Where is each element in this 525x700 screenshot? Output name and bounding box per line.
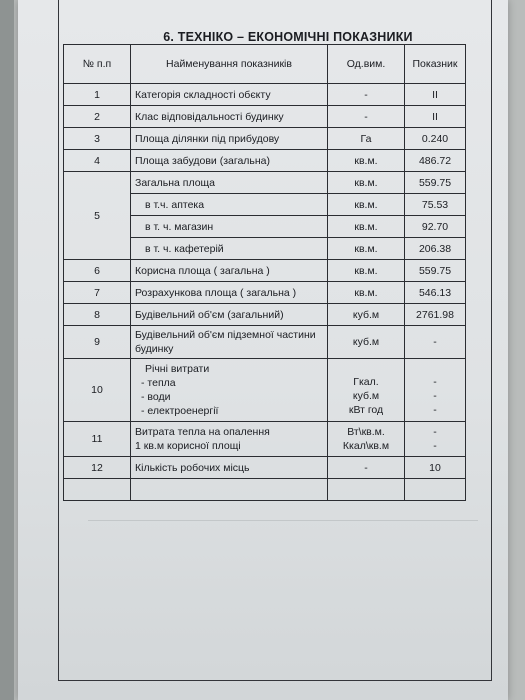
row-name: Корисна площа ( загальна ) [131,260,328,282]
row-value: 2761.98 [405,304,466,326]
row-num: 8 [64,304,131,326]
row-unit: кв.м. [328,172,405,194]
row-unit-line: Гкал. [353,376,379,388]
row-value: 10 [405,457,466,479]
row-num: 1 [64,84,131,106]
table-row [64,422,466,457]
row-name: в т. ч. магазин [131,216,328,238]
table-row [64,326,466,359]
header-unit: Од.вим. [328,45,405,84]
row-name [131,479,328,501]
row-num: 2 [64,106,131,128]
row-unit: кв.м. [328,194,405,216]
row-name-line: - тепла [141,377,176,389]
row-num: 4 [64,150,131,172]
row-name-line: Витрата тепла на опалення [135,426,270,438]
row-unit: - [328,106,405,128]
row-name-line: - води [141,391,171,403]
table-row [64,304,466,326]
row-unit [328,479,405,501]
row-name: Категорія складності обєкту [131,84,328,106]
row-unit: куб.м [328,304,405,326]
page-title: 6. ТЕХНІКО – ЕКОНОМІЧНІ ПОКАЗНИКИ [163,30,413,44]
table-row [64,128,466,150]
row-num: 10 [64,359,131,422]
row-value: - [405,326,466,359]
row-unit: - [328,84,405,106]
row-unit: кв.м. [328,150,405,172]
table-row [64,359,466,422]
row-name: Розрахункова площа ( загальна ) [131,282,328,304]
row-unit-line: кВт год [348,404,384,416]
row-unit-line: Ккал\кв.м [342,440,390,452]
row-name: Площа забудови (загальна) [131,150,328,172]
row-unit: кв.м. [328,282,405,304]
row-num: 5 [64,172,131,260]
row-value-line: - [433,404,437,416]
row-name: Загальна площа [131,172,328,194]
row-num: 12 [64,457,131,479]
table-row [64,282,466,304]
row-unit: Га [328,128,405,150]
row-name [131,326,328,359]
row-unit: кв.м. [328,216,405,238]
row-name-line: будинку [135,343,174,355]
row-name: Будівельний об'єм (загальний) [131,304,328,326]
row-name: Кількість робочих місць [131,457,328,479]
row-name-line: Будівельний об'єм підземної частини [135,329,316,341]
table-row [64,84,466,106]
row-value [405,479,466,501]
row-name: Площа ділянки під прибудову [131,128,328,150]
header-value: Показник [405,45,466,84]
row-unit [328,359,405,422]
document-page [18,0,508,700]
row-num: 11 [64,422,131,457]
indicators-table [63,44,466,501]
binding-edge [0,0,14,700]
row-name-line: 1 кв.м корисної площі [135,440,241,452]
row-value: II [405,106,466,128]
row-value: II [405,84,466,106]
row-name-line: - електроенергії [141,405,219,417]
row-value: 206.38 [405,238,466,260]
table-row [64,106,466,128]
row-value: 559.75 [405,260,466,282]
row-unit: куб.м [328,326,405,359]
table-row [64,172,466,194]
row-value: 92.70 [405,216,466,238]
row-unit: кв.м. [328,238,405,260]
row-value-line: - [433,390,437,402]
row-value: 0.240 [405,128,466,150]
row-num: 3 [64,128,131,150]
row-value: 559.75 [405,172,466,194]
row-unit [328,422,405,457]
row-value [405,422,466,457]
table-row [64,260,466,282]
row-value-line: - [433,440,437,452]
header-num: № п.п [64,45,131,84]
row-value: 75.53 [405,194,466,216]
row-value: 486.72 [405,150,466,172]
row-num: 7 [64,282,131,304]
show-through-lines [88,520,478,681]
header-name: Найменування показників [131,45,328,84]
row-value-line: - [433,426,437,438]
row-name: в т. ч. кафетерій [131,238,328,260]
row-name-heading: Річні витрати [145,363,210,375]
row-name: Клас відповідальності будинку [131,106,328,128]
row-value [405,359,466,422]
row-unit: кв.м. [328,260,405,282]
row-num [64,479,131,501]
table-header-row [64,45,466,84]
row-value: 546.13 [405,282,466,304]
table-row [64,457,466,479]
row-name [131,359,328,422]
row-name: в т.ч. аптека [131,194,328,216]
row-name [131,422,328,457]
row-num: 6 [64,260,131,282]
table-row [64,150,466,172]
row-unit-line: Вт\кв.м. [347,426,385,438]
row-unit: - [328,457,405,479]
row-unit-line: куб.м [352,390,380,402]
row-num: 9 [64,326,131,359]
table-row-empty [64,479,466,501]
row-value-line: - [433,376,437,388]
